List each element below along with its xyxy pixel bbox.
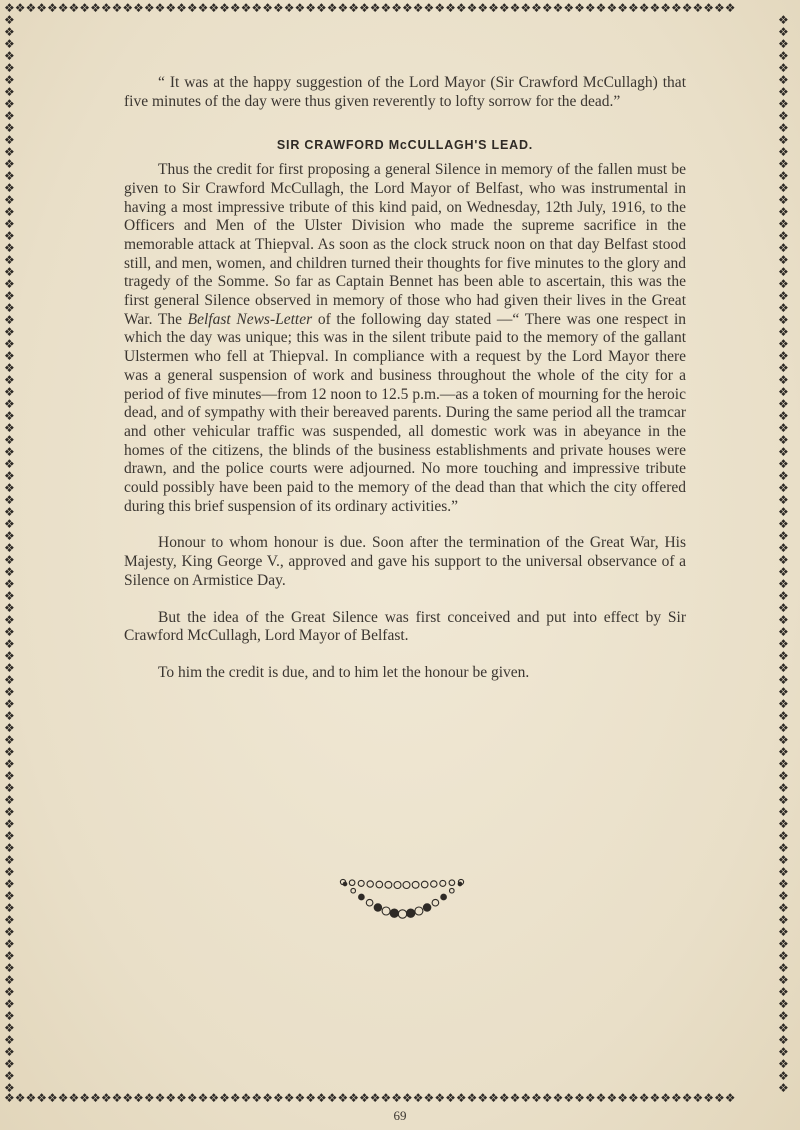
honour-paragraph: Honour to whom honour is due. Soon after the termination of the Great War, His Majesty, King George V., approved and gave his support to the universal observance of a Silence on Armistice Day. <box>124 534 686 589</box>
bead-necklace-ornament-icon <box>335 868 470 928</box>
idea-paragraph: But the idea of the Great Silence was first conceived and put into effect by Sir Crawford McCullagh, Lord Mayor of Belfast. <box>124 608 686 645</box>
decorative-border-top: ❖❖❖❖❖❖❖❖❖❖❖❖❖❖❖❖❖❖❖❖❖❖❖❖❖❖❖❖❖❖❖❖❖❖❖❖❖❖❖❖❖❖❖❖❖❖❖❖❖❖❖❖❖❖❖❖❖❖❖❖❖❖❖❖❖❖❖❖ <box>4 2 736 15</box>
decorative-border-left: ❖❖❖❖❖❖❖❖❖❖❖❖❖❖❖❖❖❖❖❖❖❖❖❖❖❖❖❖❖❖❖❖❖❖❖❖❖❖❖❖❖❖❖❖❖❖❖❖❖❖❖❖❖❖❖❖❖❖❖❖❖❖❖❖❖❖❖❖❖❖❖❖❖❖❖❖❖❖❖❖❖❖❖❖❖❖❖❖❖❖ <box>4 14 15 1094</box>
section-heading: SIR CRAWFORD McCULLAGH'S LEAD. <box>276 138 534 153</box>
decorative-border-right: ❖❖❖❖❖❖❖❖❖❖❖❖❖❖❖❖❖❖❖❖❖❖❖❖❖❖❖❖❖❖❖❖❖❖❖❖❖❖❖❖❖❖❖❖❖❖❖❖❖❖❖❖❖❖❖❖❖❖❖❖❖❖❖❖❖❖❖❖❖❖❖❖❖❖❖❖❖❖❖❖❖❖❖❖❖❖❖❖❖❖ <box>778 14 789 1094</box>
main-paragraph <box>124 161 686 516</box>
quote-paragraph: “ It was at the happy suggestion of the Lord Mayor (Sir Crawford McCullagh) that five minutes of the day were thus given reverently to lofty sorrow for the dead.” <box>124 74 686 110</box>
article-body <box>124 74 686 683</box>
main-paragraph-part2: of the following day stated —“ There was one respect in which the day was unique; this was in the silent tribute paid to the memory of the gallant Ulstermen who fell at Thiepval. In compliance with a request by the Lord Mayor there was a general suspension of work and business throughout the whole of the city for a period of five minutes—from 12 noon to 12.5 p.m.—as a token of mourning for the heroic dead, and of sympathy with their bereaved parents. During the same period all the tramcar and other vehicular traffic was suspended, all domestic work was in abeyance in the homes of the citizens, the blinds of the business establishments and private houses were drawn, and the police courts were adjourned. No more touching and impressive tribute could possibly have been paid to the memory of the dead than that which the city offered during this brief suspension of its ordinary activities.” <box>124 310 686 515</box>
main-paragraph-part1: Thus the credit for first proposing a general Silence in memory of the fallen must be given to Sir Crawford McCullagh, the Lord Mayor of Belfast, who was instrumental in having a most impressive tribute of this kind paid, on Wednesday, 12th July, 1916, to the Officers and Men of the Ulster Division who made the supreme sacrifice in the memorable attack at Thiepval. As soon as the clock struck noon on that day Belfast stood still, and men, women, and children turned their thoughts for five minutes to the glory and tragedy of the Somme. So far as Captain Bennet has been able to ascertain, this was the first general Silence observed in memory of those who had given their lives in the Great War. The <box>124 161 686 328</box>
newspaper-title: Belfast News-Letter <box>187 310 313 328</box>
page-number: 69 <box>393 1108 407 1123</box>
decorative-border-bottom: ❖❖❖❖❖❖❖❖❖❖❖❖❖❖❖❖❖❖❖❖❖❖❖❖❖❖❖❖❖❖❖❖❖❖❖❖❖❖❖❖❖❖❖❖❖❖❖❖❖❖❖❖❖❖❖❖❖❖❖❖❖❖❖❖❖❖❖❖ <box>4 1092 736 1105</box>
credit-paragraph: To him the credit is due, and to him let the honour be given. <box>158 663 530 681</box>
